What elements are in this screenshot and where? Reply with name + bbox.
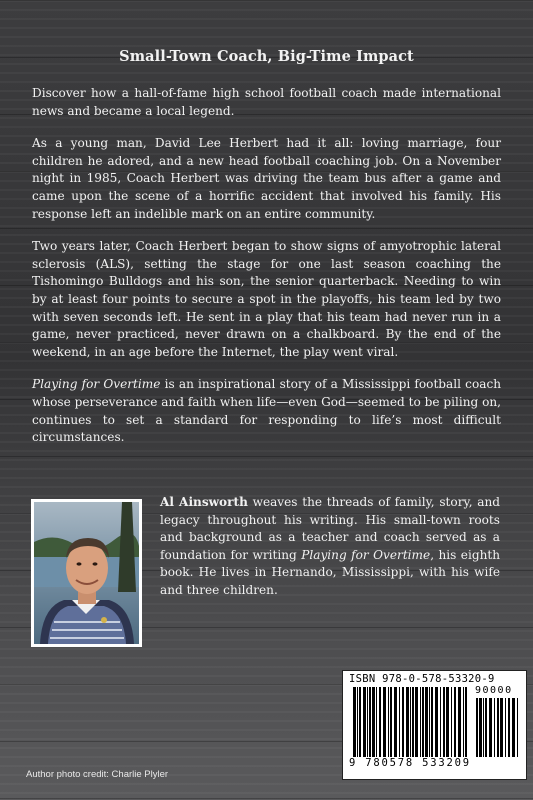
barcode-bar	[458, 687, 461, 757]
barcode-bar	[446, 687, 449, 757]
barcode-bar	[451, 687, 452, 757]
barcode-bar	[454, 687, 456, 757]
book-description	[32, 85, 501, 462]
barcode-bar	[435, 687, 438, 757]
barcode-bar	[512, 698, 515, 757]
barcode-bar	[476, 698, 478, 757]
barcode-bar	[388, 687, 389, 757]
barcode-bar	[359, 687, 361, 757]
book-title-italic: Playing for Overtime	[32, 377, 161, 392]
price-barcode-bars	[476, 698, 520, 757]
barcode-bar	[508, 698, 510, 757]
isbn-barcode	[342, 670, 527, 780]
barcode-bar	[420, 687, 421, 757]
author-photo-image	[34, 502, 139, 644]
price-code: 90000	[475, 685, 513, 696]
description-paragraph-4	[32, 376, 501, 446]
author-bio-text-2: , his eighth book. He lives in Hernando, Mississippi, with his wife and three children.	[160, 547, 501, 597]
author-bio-text-1: weaves the threads of family, story, and legacy throughout his writing. His small-town roots and background as a teacher and coach served as a foundation for writing	[160, 495, 501, 562]
author-name: Al Ainsworth	[160, 495, 248, 509]
barcode-bar	[383, 687, 386, 757]
barcode-digits: 9 780578 533209	[349, 757, 471, 769]
description-paragraph-4-text: is an inspirational story of a Mississippi football coach whose perseverance and faith when life—even God—seemed to be piling on, continues to set a standard for responding to life’s most difficult circumstances.	[32, 377, 502, 445]
barcode-bar	[443, 687, 445, 757]
barcode-bar	[415, 687, 418, 757]
barcode-bar	[402, 687, 404, 757]
barcode-bar	[369, 687, 371, 757]
barcode-bar	[425, 687, 428, 757]
isbn-label: ISBN 978-0-578-53320-9	[349, 673, 495, 685]
author-photo	[31, 499, 142, 647]
barcode-bar	[440, 687, 441, 757]
barcode-bar	[376, 687, 377, 757]
barcode-bar	[485, 698, 487, 757]
barcode-bar	[357, 687, 358, 757]
barcode-bar	[431, 687, 433, 757]
barcode-bar	[372, 687, 375, 757]
barcode-bar	[379, 687, 381, 757]
author-bio	[160, 494, 500, 600]
photo-credit: Author photo credit: Charlie Plyler	[26, 769, 169, 780]
cover-headline: Small-Town Coach, Big-Time Impact	[119, 48, 414, 65]
description-paragraph-2: As a young man, David Lee Herbert had it all: loving marriage, four children he adored, and a new head football coaching job. On a November night in 1985, Coach Herbert was driving the team bus after a game and came upon the scene of a horrific accident that involved his family. His response left an indelible mark on an entire community.	[32, 136, 501, 221]
barcode-bar	[465, 687, 467, 757]
author-bio-book-title: Playing for Overtime	[301, 547, 431, 562]
barcode-bar	[422, 687, 424, 757]
barcode-bar	[410, 687, 411, 757]
description-paragraph-1: Discover how a hall-of-fame high school football coach made international news and became a local legend.	[32, 86, 501, 118]
barcode-bar	[429, 687, 430, 757]
barcode-bar	[363, 687, 366, 757]
barcode-bar	[406, 687, 409, 757]
barcode-bar	[367, 687, 368, 757]
barcode-bar	[497, 698, 499, 757]
barcode-bar	[479, 698, 482, 757]
barcode-bar	[489, 698, 492, 757]
barcode-bar	[412, 687, 414, 757]
barcode-bar	[494, 698, 495, 757]
barcode-bar	[463, 687, 464, 757]
barcode-bar	[399, 687, 400, 757]
barcode-bar	[500, 698, 503, 757]
barcode-bar	[483, 698, 484, 757]
description-paragraph-3: Two years later, Coach Herbert began to show signs of amyotrophic lateral sclerosis (ALS), setting the stage for one last season coaching the Tishomingo Bulldogs and his son, the senior quarterback. Needing to win by at least four points to secure a spot in the playoffs, his team led by two with seven seconds left. He sent in a play that his team had never run in a game, never practiced, never drawn on a chalkboard. By the end of the weekend, in an age before the Internet, the play went viral.	[32, 239, 501, 359]
barcode-bar	[390, 687, 392, 757]
barcode-bar	[517, 698, 518, 757]
barcode-bar	[394, 687, 397, 757]
barcode-bars	[353, 687, 468, 757]
barcode-bar	[353, 687, 356, 757]
barcode-bar	[505, 698, 506, 757]
